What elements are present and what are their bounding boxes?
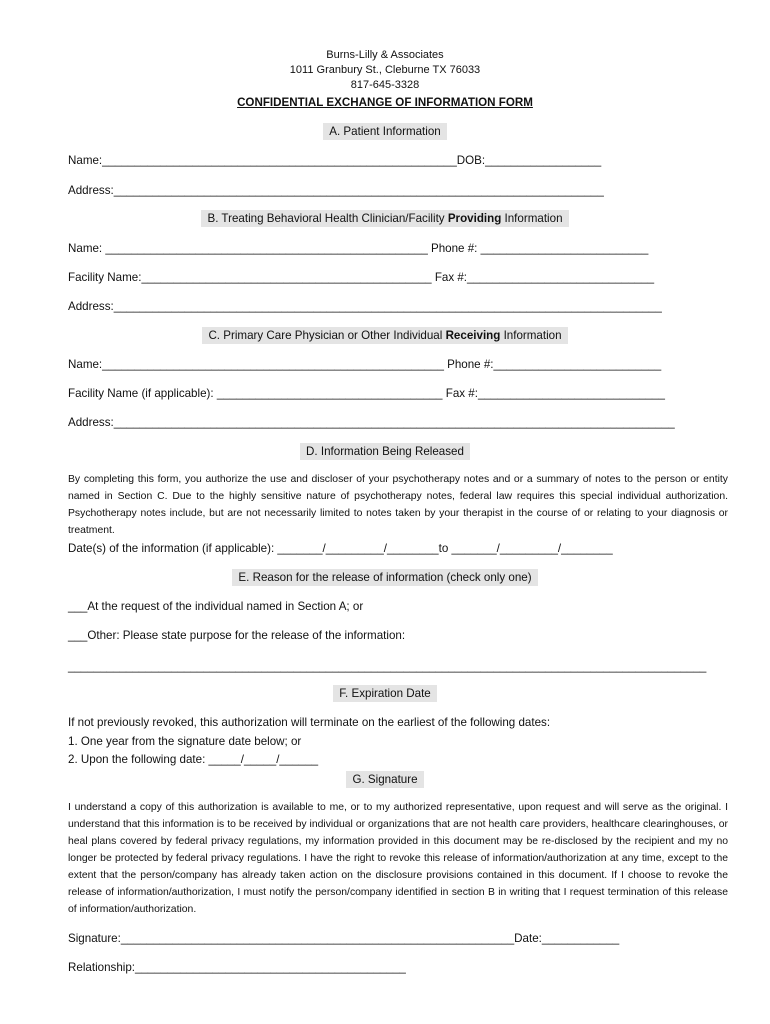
section-f-heading: F. Expiration Date — [0, 687, 770, 700]
receiver-facility-fax-field[interactable]: Facility Name (if applicable): ___________________________________ Fax #:_____________________________ — [68, 387, 665, 400]
form-header — [0, 48, 770, 110]
provider-facility-fax-field[interactable]: Facility Name:_____________________________________________ Fax #:_____________________________ — [68, 271, 655, 284]
section-c-heading: C. Primary Care Physician or Other Individual Receiving Information — [0, 329, 770, 342]
patient-address-field[interactable]: Address:____________________________________________________________________________ — [68, 184, 604, 197]
expiration-option-date-field[interactable]: 2. Upon the following date: _____/_____/______ — [68, 753, 319, 766]
form-title: CONFIDENTIAL EXCHANGE OF INFORMATION FORM — [237, 96, 533, 109]
org-name: Burns-Lilly & Associates — [326, 49, 444, 61]
provider-name-phone-field[interactable]: Name: __________________________________________________ Phone #: __________________________ — [68, 242, 649, 255]
receiver-name-phone-field[interactable]: Name:_____________________________________________________ Phone #:__________________________ — [68, 358, 662, 371]
information-dates-field[interactable]: Date(s) of the information (if applicable): _______/_________/________to _______/_________/________ — [68, 542, 613, 555]
expiration-option-one-year: 1. One year from the signature date below; or — [68, 735, 302, 748]
release-description-paragraph: By completing this form, you authorize the use and discloser of your psychotherapy notes and or a summary of notes to the person or entity named in Section C. Due to the highly sensitive nature of psychotherapy notes, federal law requires this special individual authorization. Psychotherapy notes include, but are not necessarily limited to notes taken by your therapist in the course of or relating to your diagnosis or treatment. — [68, 474, 728, 536]
receiver-address-field[interactable]: Address:_______________________________________________________________________________________ — [68, 416, 675, 429]
section-e-heading: E. Reason for the release of information (check only one) — [0, 571, 770, 584]
section-d-heading: D. Information Being Released — [0, 445, 770, 458]
signature-terms-paragraph: I understand a copy of this authorization is available to me, or to my authorized representative, upon request and will serve as the original. I understand that this information is to be received by individual or organizations that are not health care providers, healthcare clearinghouses, or heal plans covered by federal privacy regulations, my information provided in this document may be re-disclosed by the recipient and my no longer be protected by federal privacy regulations. I have the right to revoke this release of information/authorization at any time, except to the extent that the person/company has already taken action on the disclosure provisions contained in this document. If I choose to revoke the release of information/authorization, I must notify the person/company identified in section B in writing that I request termination of this release of information/authorization. — [68, 802, 728, 915]
expiration-intro: If not previously revoked, this authorization will terminate on the earliest of the following dates: — [68, 716, 551, 729]
section-b-heading: B. Treating Behavioral Health Clinician/Facility Providing Information — [0, 212, 770, 225]
org-phone: 817-645-3328 — [350, 79, 420, 91]
relationship-field[interactable]: Relationship:__________________________________________ — [68, 961, 406, 974]
org-address: 1011 Granbury St., Cleburne TX 76033 — [289, 64, 481, 76]
section-a-heading: A. Patient Information — [0, 125, 770, 138]
reason-other-blank-line[interactable]: ___________________________________________________________________________________________________ — [68, 660, 707, 673]
section-g-heading: G. Signature — [0, 773, 770, 786]
provider-address-field[interactable]: Address:_____________________________________________________________________________________ — [68, 300, 662, 313]
reason-option-other[interactable]: ___Other: Please state purpose for the release of the information: — [68, 629, 406, 642]
patient-name-dob-field[interactable]: Name:_______________________________________________________DOB:__________________ — [68, 154, 602, 167]
reason-option-individual[interactable]: ___At the request of the individual named in Section A; or — [68, 600, 364, 613]
signature-date-field[interactable]: Signature:_____________________________________________________________Date:____________ — [68, 932, 620, 945]
